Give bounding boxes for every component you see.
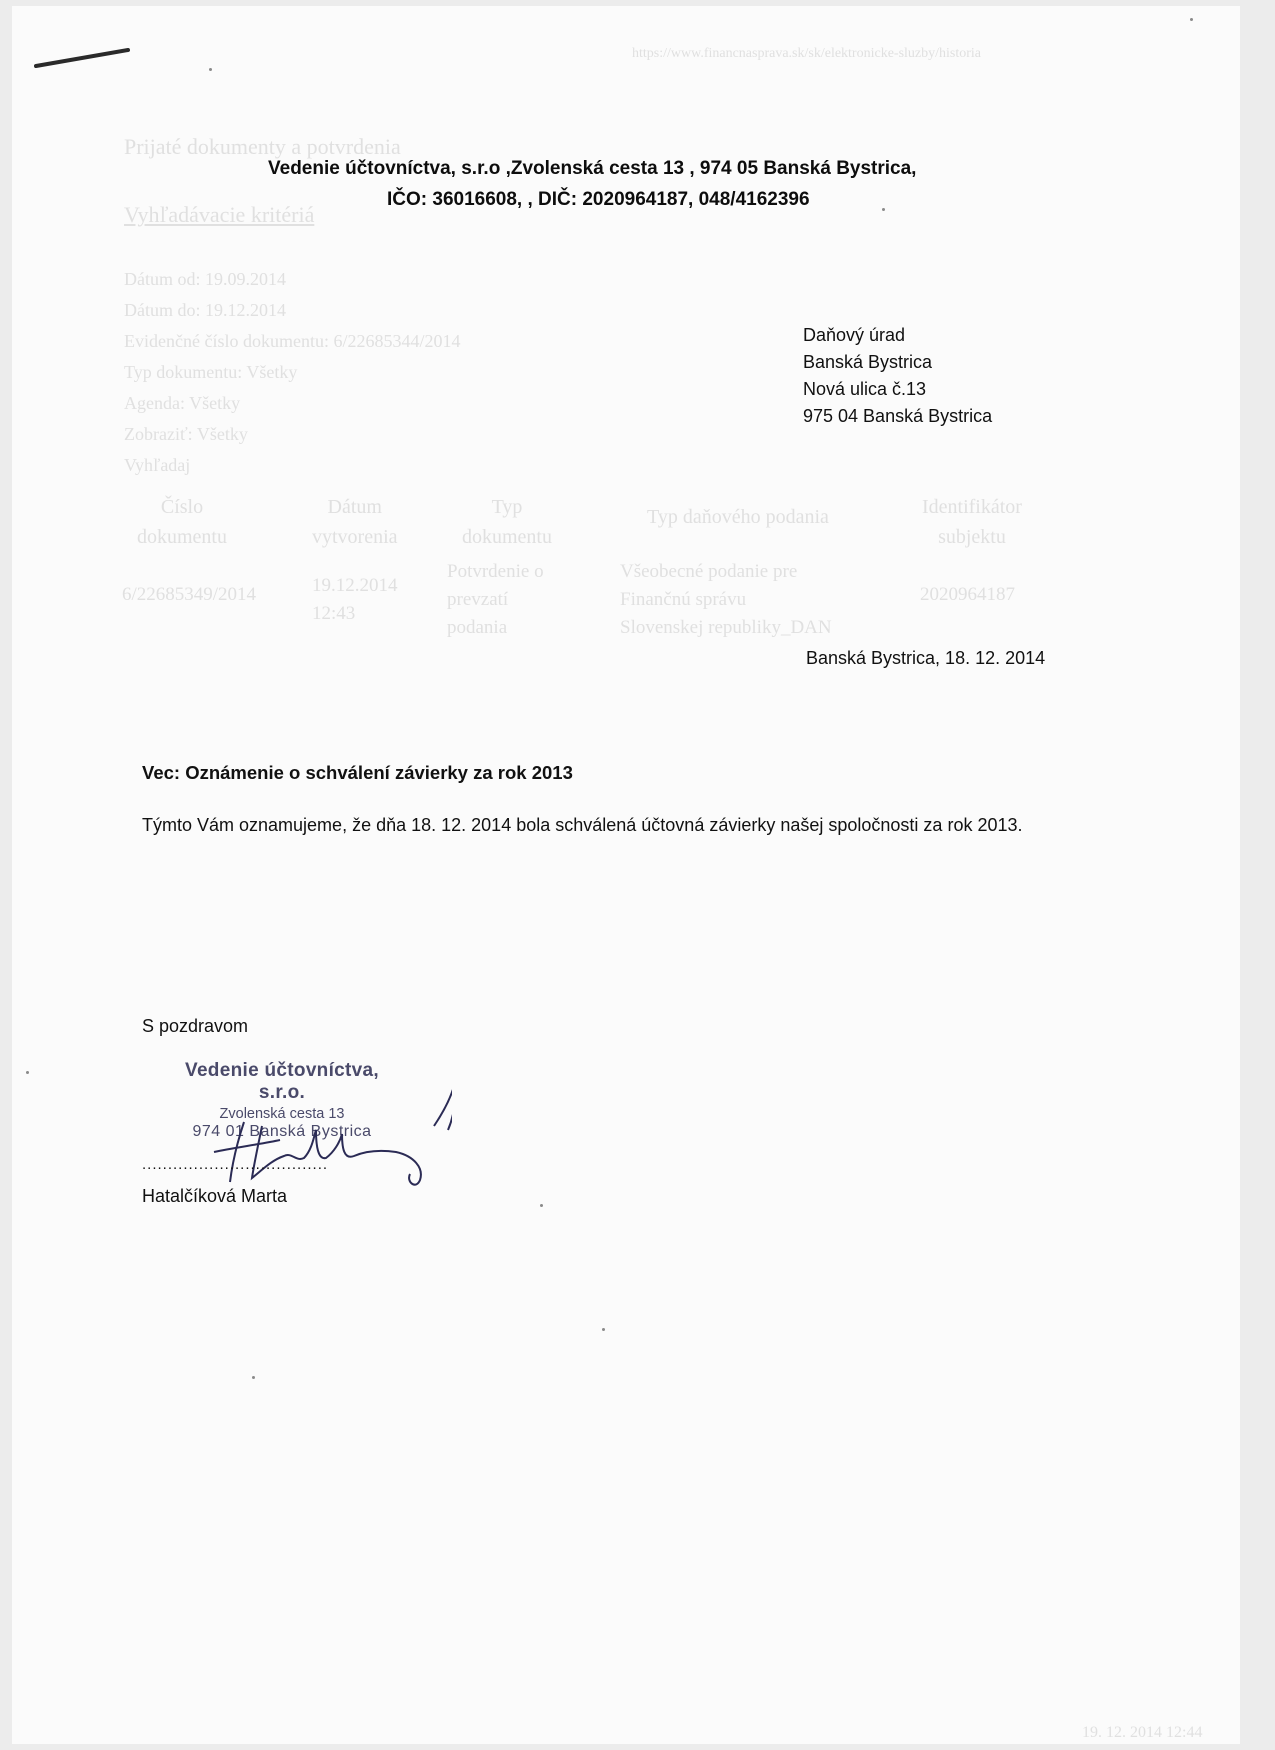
scan-speck	[26, 1071, 29, 1074]
recipient-name: Daňový úrad	[803, 325, 906, 345]
ghost-text: Prijaté dokumenty a potvrdenia	[124, 134, 401, 159]
ghost-text: https://www.financnasprava.sk/sk/elektronicke-sluzby/historia	[632, 46, 982, 61]
ghost-text: Vyhľadávacie kritériá	[124, 202, 315, 227]
ghost-text: Dátum vytvorenia	[312, 496, 398, 548]
signature-line: ....................................	[142, 1156, 329, 1173]
ghost-text: Všeobecné podanie pre Finančnú správu Slovenskej republiky_DAN	[620, 561, 832, 638]
signer-name: Hatalčíková Marta	[142, 1186, 288, 1206]
scan-speck	[1190, 18, 1193, 21]
letter-body: Týmto Vám oznamujeme, že dňa 18. 12. 2014 bola schválená účtovná závierky našej spoločnosti za rok 2013.	[142, 815, 1023, 835]
ghost-text: Potvrdenie o prevzatí podania	[447, 561, 544, 638]
handwritten-signature	[192, 1086, 452, 1196]
ghost-text: 19. 12. 2014 12:44	[1082, 1724, 1203, 1741]
scan-speck	[882, 208, 885, 211]
ghost-text: Dátum od: 19.09.2014 Dátum do: 19.12.2014 Evidenčné číslo dokumentu: 6/22685344/2014 Typ dokumentu: Všetky Agenda: Všetky Zobraziť: Všetky Vyhľadaj	[124, 269, 461, 475]
scan-speck	[602, 1328, 605, 1331]
ghost-text: Identifikátor subjektu	[922, 496, 1022, 548]
place-and-date: Banská Bystrica, 18. 12. 2014	[806, 648, 1046, 668]
ghost-text: 6/22685349/2014	[122, 584, 257, 605]
ghost-text: Typ dokumentu	[462, 496, 552, 548]
ghost-text: Typ daňového podania	[647, 506, 829, 528]
recipient-postal: 975 04 Banská Bystrica	[803, 406, 993, 426]
company-header-line-1: Vedenie účtovníctva, s.r.o ,Zvolenská cesta 13 , 974 05 Banská Bystrica,	[268, 158, 917, 179]
scan-speck	[540, 1204, 543, 1207]
ghost-text: Číslo dokumentu	[137, 496, 227, 548]
pen-stroke-mark	[32, 42, 142, 72]
recipient-city: Banská Bystrica	[803, 352, 933, 372]
stamp-street: Zvolenská cesta 13	[219, 1106, 345, 1122]
ghost-text: 19.12.2014 12:43	[312, 575, 398, 624]
scan-speck	[209, 68, 212, 71]
recipient-street: Nová ulica č.13	[803, 379, 927, 399]
recipient-address	[803, 322, 992, 430]
company-header-line-2: IČO: 36016608, , DIČ: 2020964187, 048/4162396	[387, 189, 810, 210]
scan-speck	[252, 1376, 255, 1379]
ghost-text: 2020964187	[920, 584, 1015, 605]
stamp-company-name: Vedenie účtovníctva, s.r.o.	[185, 1060, 379, 1103]
stamp-city: 974 01 Banská Bystrica	[192, 1123, 372, 1140]
document-page	[12, 6, 1240, 1744]
letter-subject: Vec: Oznámenie o schválení závierky za rok 2013	[142, 762, 573, 783]
closing-greeting: S pozdravom	[142, 1016, 249, 1036]
